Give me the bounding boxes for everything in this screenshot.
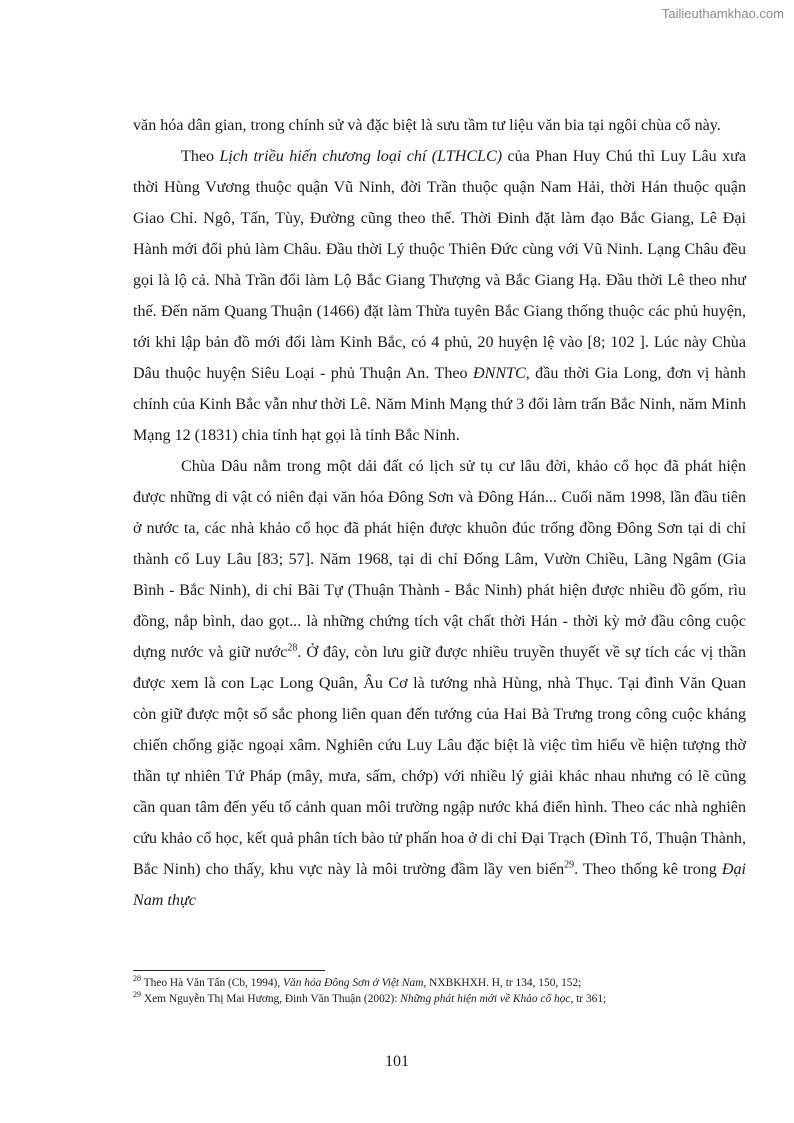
main-body-text [133,110,746,916]
paragraph-text: . Theo thống kê trong [574,861,722,878]
page-number: 101 [385,1053,409,1070]
paragraph-chua-dau [133,451,746,916]
book-title: Đại Nam thực [133,861,746,909]
footnote-text: Xem Nguyễn Thị Mai Hương, Đinh Văn Thuận (2002): [141,993,401,1005]
abbreviation: ĐNNTC [472,365,526,382]
paragraph-continuation: văn hóa dân gian, trong chính sử và đặc biệt là sưu tầm tư liệu văn bia tại ngôi chùa cổ này. [133,117,721,134]
footnote-item [133,991,746,1007]
footnote-number: 29 [133,990,141,1000]
paragraph-text: Theo [181,148,220,165]
footnote-ref-29[interactable]: 29 [564,859,575,871]
book-title: Lịch triều hiến chương loại chí (LTHCLC) [219,148,503,165]
footnote-number: 28 [133,974,141,984]
footnote-item [133,975,746,991]
paragraph-lthclc [133,141,746,451]
footnote-title: Những phát hiện mới về Khảo cổ học [400,993,571,1005]
paragraph-text: của Phan Huy Chú thì Luy Lâu xưa thời Hùng Vương thuộc quận Vũ Ninh, đời Trần thuộc quận Nam Hải, thời Hán thuộc quận Giao Chỉ. Ngô, Tấn, Tùy, Đường cũng theo thế. Thời Đinh đặt làm đạo Bắc Giang, Lê Đại Hành mới đổi phủ làm Châu. Đầu thời Lý thuộc Thiên Đức cùng với Vũ Ninh. Lạng Châu đều gọi là lộ cả. Nhà Trần đổi làm Lộ Bắc Giang Thượng và Bắc Giang Hạ. Đầu thời Lê theo như thế. Đến năm Quang Thuận (1466) đặt làm Thừa tuyên Bắc Giang thống thuộc các phủ huyện, tới khi lập bản đồ mới đổi làm Kinh Bắc, có 4 phủ, 20 huyện lệ vào [8; 102 ]. Lúc này Chùa Dâu thuộc huyện Siêu Loại - phủ Thuận An. Theo [133,148,747,382]
footnote-text: , NXBKHXH. H, tr 134, 150, 152; [423,977,582,989]
footnote-text: , tr 361; [570,993,607,1005]
footnote-ref-28[interactable]: 28 [287,642,298,654]
footnote-title: Văn hóa Đông Sơn ở Việt Nam [283,977,424,989]
paragraph-text: Chùa Dâu nằm trong một dải đất có lịch sử tụ cư lâu đời, khảo cổ học đã phát hiện được những di vật có niên đại văn hóa Đông Sơn và Đông Hán... Cuối năm 1998, lần đầu tiên ở nước ta, các nhà khảo cổ học đã phát hiện được khuôn đúc trống đồng Đông Sơn tại di chỉ thành cổ Luy Lâu [83; 57]. Năm 1968, tại di chỉ Đống Lâm, Vườn Chiều, Lãng Ngâm (Gia Bình - Bắc Ninh), di chỉ Bãi Tự (Thuận Thành - Bắc Ninh) phát hiện được nhiều đồ gốm, rìu đồng, nắp bình, dao gọt... là những chứng tích vật chất thời Hán - thời kỳ mở đầu công cuộc dựng nước và giữ nước [133,458,746,661]
watermark: Tailieuthamkhao.com [661,6,784,21]
footnotes [133,975,746,1007]
footnote-text: Theo Hà Văn Tấn (Cb, 1994), [141,977,284,989]
footnote-divider [133,970,325,971]
paragraph-text: . Ở đây, còn lưu giữ được nhiều truyền thuyết về sự tích các vị thần được xem là con Lạc Long Quân, Âu Cơ là tướng nhà Hùng, nhà Thục. Tại đình Văn Quan còn giữ được một số sắc phong liên quan đến tướng của Hai Bà Trưng trong công cuộc kháng chiến chống giặc ngoại xâm. Nghiên cứu Luy Lâu đặc biệt là việc tìm hiểu về hiện tượng thờ thần tự nhiên Tứ Pháp (mây, mưa, sấm, chớp) với nhiều lý giải khác nhau nhưng có lẽ cũng cần quan tâm đến yếu tố cảnh quan môi trường ngập nước khá điển hình. Theo các nhà nghiên cứu khảo cổ học, kết quả phân tích bào tử phấn hoa ở di chỉ Đại Trạch (Đình Tổ, Thuận Thành, Bắc Ninh) cho thấy, khu vực này là môi trường đầm lầy ven biển [133,644,746,878]
paragraph-text: , đầu thời Gia Long, đơn vị hành chính của Kinh Bắc vẫn như thời Lê. Năm Minh Mạng thứ 3 đổi làm trấn Bắc Ninh, năm Minh Mạng 12 (1831) chia tỉnh hạt gọi là tỉnh Bắc Ninh. [133,365,746,444]
